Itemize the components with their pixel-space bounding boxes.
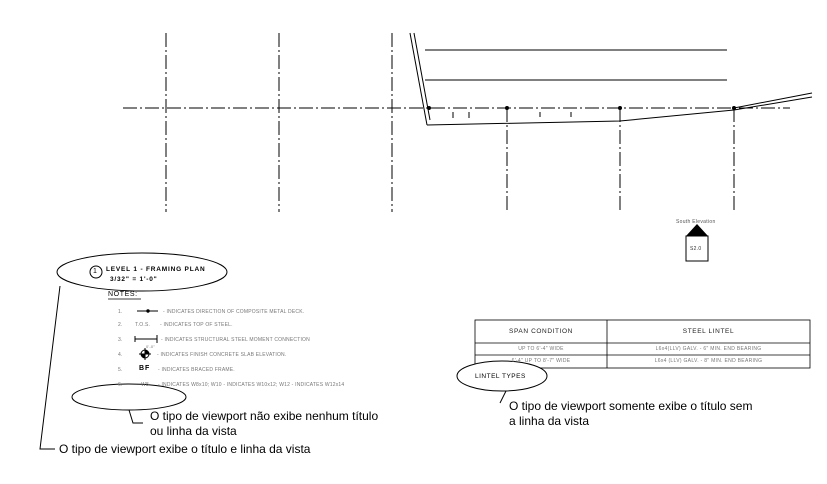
deck-direction-dot	[147, 310, 149, 312]
note-number: 4.	[118, 352, 123, 358]
note-symbol: W8	[141, 382, 149, 388]
callout-title-only-line1: O tipo de viewport somente exibe o título sem	[509, 399, 753, 413]
note-text: - INDICATES FINISH CONCRETE SLAB ELEVATION.	[157, 352, 287, 358]
section-cut	[410, 33, 812, 125]
leader-no-title	[129, 410, 143, 423]
elevation-tag-label: S2.0	[690, 246, 702, 252]
lintel-cell: 6'-4" UP TO 8'-7" WIDE	[511, 358, 571, 364]
lintel-cell: L6x4 (LLV) GALV. - 8" MIN. END BEARING	[654, 358, 763, 364]
note-number: 5.	[118, 367, 123, 373]
leader-title-and-line	[40, 286, 60, 449]
callout-no-title-line1: O tipo de viewport não exibe nenhum título	[150, 409, 379, 423]
lintel-header-span: SPAN CONDITION	[509, 328, 573, 335]
elevation-marker[interactable]	[686, 224, 708, 261]
viewport-title[interactable]: LEVEL 1 - FRAMING PLAN	[106, 266, 206, 273]
viewport-scale: 3/32" = 1'-0"	[110, 276, 158, 283]
lintel-header-steel: STEEL LINTEL	[682, 328, 735, 335]
note-text: - INDICATES STRUCTURAL STEEL MOMENT CONNECTION	[161, 337, 310, 343]
note-number: 3.	[118, 337, 123, 343]
column-marker	[618, 106, 622, 110]
leader-title-only	[500, 391, 506, 403]
section-edge	[410, 33, 427, 125]
column-marker	[732, 106, 736, 110]
note-text: - INDICATES TOP OF STEEL.	[160, 322, 233, 328]
roof-slope	[734, 93, 812, 108]
elevation-label: South Elevation	[676, 219, 716, 225]
note-number: 1.	[118, 309, 123, 315]
lintel-cell: L6x4(LLV) GALV. - 6" MIN. END BEARING	[655, 346, 762, 352]
note-symbol: 0'-0"	[146, 344, 155, 349]
note-symbol: T.O.S.	[135, 322, 151, 328]
note-text: - INDICATES DIRECTION OF COMPOSITE METAL DECK.	[163, 309, 305, 315]
callout-title-only-line2: a linha da vista	[509, 414, 590, 428]
grid-lines	[123, 33, 790, 212]
note-number: 2.	[118, 322, 123, 328]
column-marker	[427, 106, 431, 110]
note-symbol: BF	[139, 365, 151, 372]
level-number: 1	[93, 268, 97, 275]
elevation-arrow-icon	[686, 224, 708, 236]
notes-heading: NOTES:	[108, 291, 138, 298]
note-number: 6.	[118, 382, 123, 388]
column-marker	[505, 106, 509, 110]
callout-no-title-line2: ou linha da vista	[150, 424, 237, 438]
note-text: - INDICATES W8x10; W10 - INDICATES W10x12; W12 - INDICATES W12x14	[158, 382, 345, 388]
lintel-cell: UP TO 6'-4" WIDE	[518, 346, 564, 352]
callout-title-and-line: O tipo de viewport exibe o título e linha da vista	[59, 442, 311, 456]
note-text: - INDICATES BRACED FRAME.	[158, 367, 235, 373]
lintel-table-title[interactable]: LINTEL TYPES	[475, 373, 526, 380]
